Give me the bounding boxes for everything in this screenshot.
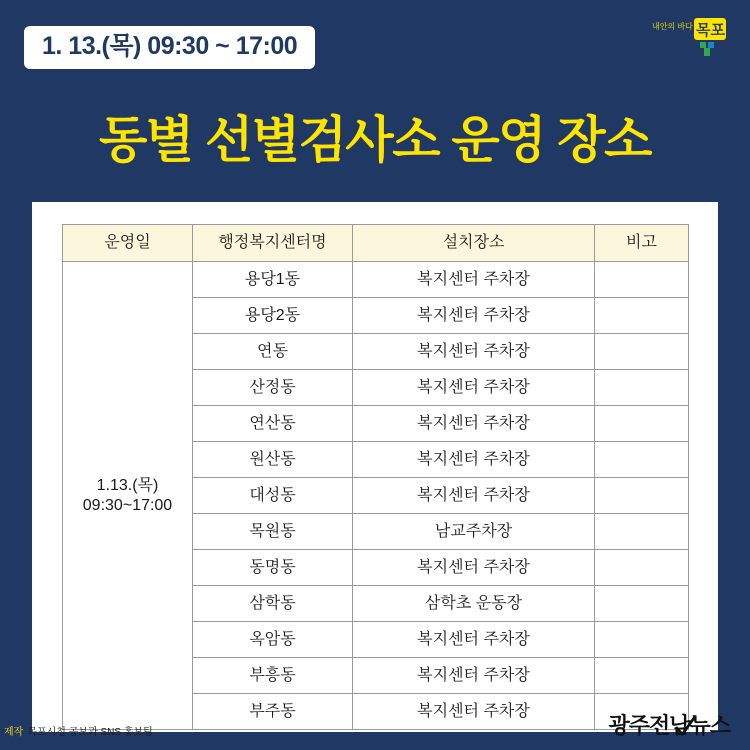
cell-note (595, 550, 689, 586)
cell-center-name: 목원동 (193, 514, 353, 550)
cell-center-name: 대성동 (193, 478, 353, 514)
cell-center-name: 원산동 (193, 442, 353, 478)
column-header-day: 운영일 (63, 225, 193, 262)
svg-text:목포: 목포 (696, 22, 725, 39)
cell-note (595, 262, 689, 298)
schedule-table (62, 224, 689, 730)
table-header-row (63, 225, 689, 262)
cell-place: 복지센터 주차장 (353, 370, 595, 406)
cell-center-name: 부흥동 (193, 658, 353, 694)
credit-body: 목포시청 공보과 SNS 홍보팀 (27, 727, 153, 738)
column-header-place: 설치장소 (353, 225, 595, 262)
cell-note (595, 514, 689, 550)
column-header-center: 행정복지센터명 (193, 225, 353, 262)
cell-note (595, 334, 689, 370)
page-title: 동별 선별검사소 운영 장소 (99, 112, 651, 168)
cell-center-name: 용당2동 (193, 298, 353, 334)
cell-place: 복지센터 주차장 (353, 694, 595, 730)
cell-place: 복지센터 주차장 (353, 550, 595, 586)
cell-center-name: 부주동 (193, 694, 353, 730)
cell-place: 복지센터 주차장 (353, 406, 595, 442)
cell-note (595, 370, 689, 406)
cell-note (595, 406, 689, 442)
cell-note (595, 586, 689, 622)
cell-place: 복지센터 주차장 (353, 442, 595, 478)
logo-icon (650, 16, 728, 58)
date-banner (24, 26, 315, 69)
cell-place: 삼학초 운동장 (353, 586, 595, 622)
cell-place: 복지센터 주차장 (353, 622, 595, 658)
operating-day-line2: 09:30~17:00 (82, 496, 173, 514)
cell-note (595, 622, 689, 658)
mokpo-city-logo (650, 16, 728, 58)
table-body (63, 262, 689, 730)
cell-place: 복지센터 주차장 (353, 334, 595, 370)
svg-text:내안의 바다: 내안의 바다 (652, 22, 693, 31)
brand-logo-text: 광주전남뉴스 (608, 713, 730, 738)
table-header (63, 225, 689, 262)
column-header-note: 비고 (595, 225, 689, 262)
cell-place: 남교주차장 (353, 514, 595, 550)
cell-place: 복지센터 주차장 (353, 658, 595, 694)
cell-center-name: 삼학동 (193, 586, 353, 622)
cell-note (595, 442, 689, 478)
cell-place: 복지센터 주차장 (353, 298, 595, 334)
credit-label: 제작 (4, 727, 24, 738)
content-card (32, 202, 718, 732)
date-banner-text: 1. 13.(목) 09:30 ~ 17:00 (42, 32, 298, 60)
cell-center-name: 연동 (193, 334, 353, 370)
cell-note (595, 478, 689, 514)
cell-center-name: 동명동 (193, 550, 353, 586)
cell-center-name: 연산동 (193, 406, 353, 442)
table-row (63, 262, 689, 298)
cell-place: 복지센터 주차장 (353, 478, 595, 514)
cell-operating-day (63, 262, 193, 730)
operating-day-line1: 1.13.(목) (96, 476, 159, 494)
cell-note (595, 298, 689, 334)
cell-note (595, 658, 689, 694)
cell-center-name: 옥암동 (193, 622, 353, 658)
credit (4, 723, 153, 738)
cell-place: 복지센터 주차장 (353, 262, 595, 298)
cell-center-name: 산정동 (193, 370, 353, 406)
cell-center-name: 용당1동 (193, 262, 353, 298)
